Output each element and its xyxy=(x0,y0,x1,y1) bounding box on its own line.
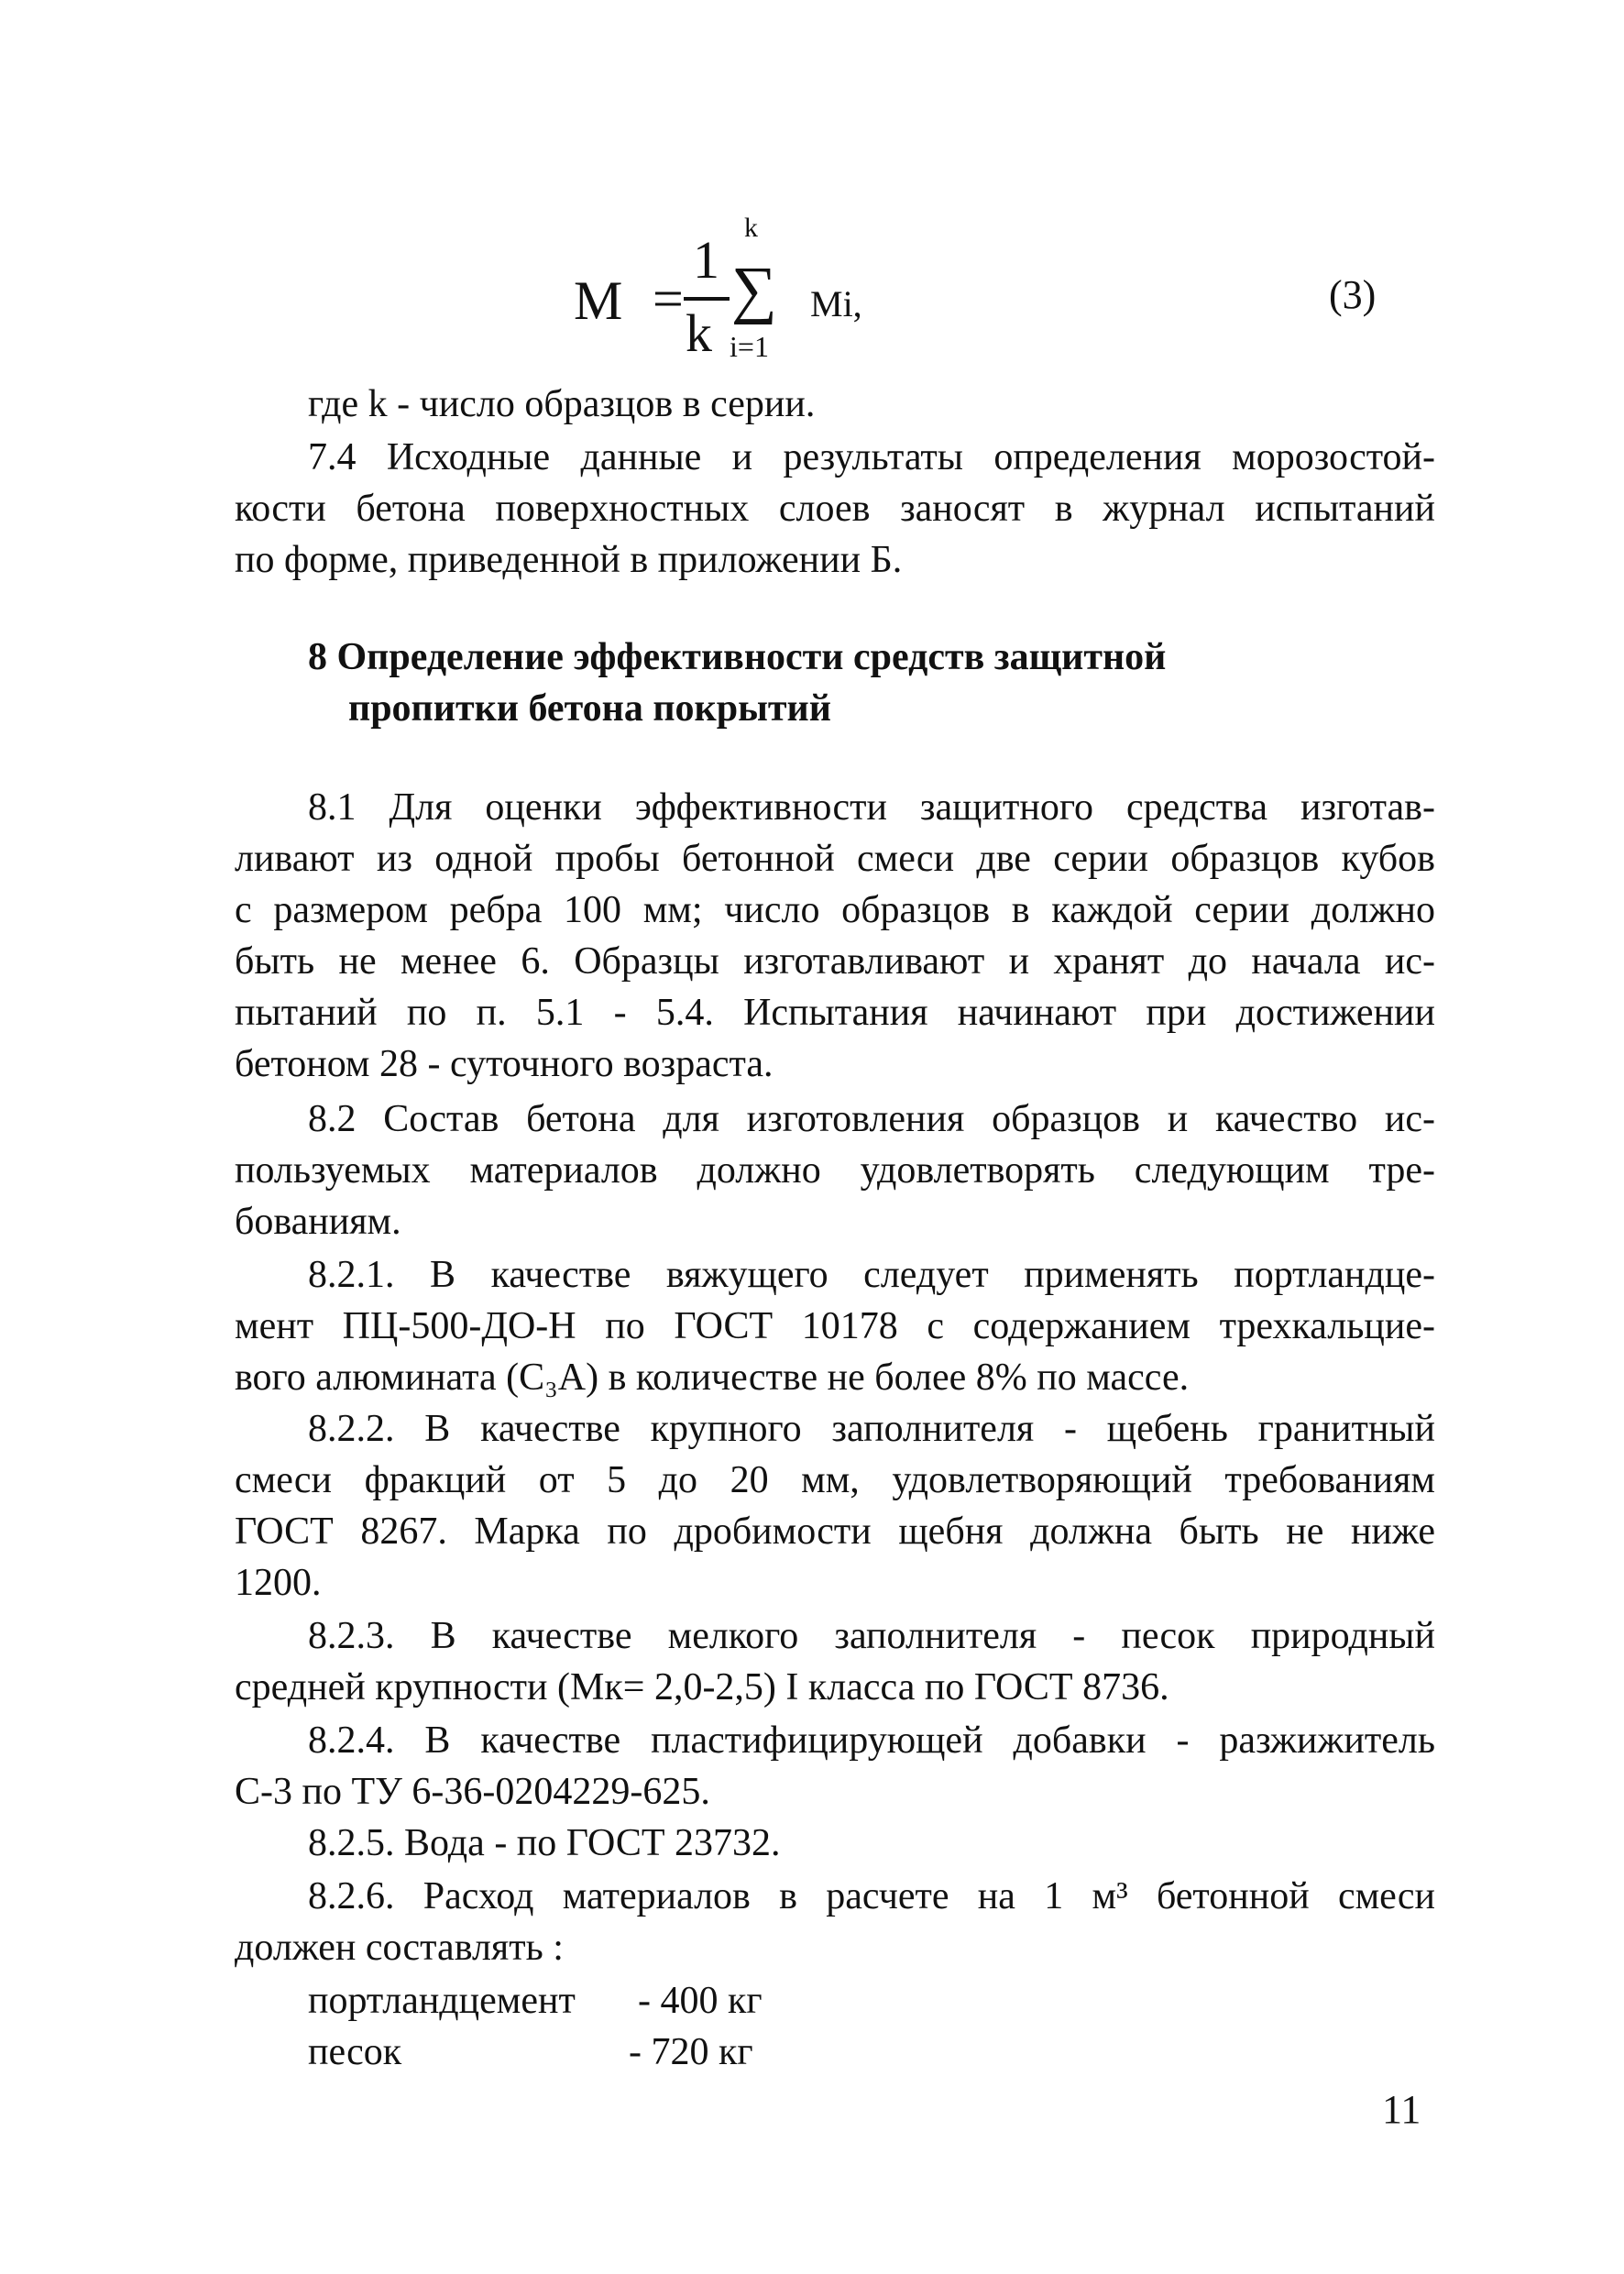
formula-lhs: M xyxy=(574,270,623,331)
formula-term: Mi, xyxy=(810,283,862,324)
material-name: песок xyxy=(308,2031,402,2073)
p7-4-line-1: 7.4 Исходные данные и результаты определения морозостой- xyxy=(308,436,1435,478)
p8-1-line-2: ливают из одной пробы бетонной смеси две серии образцов кубов xyxy=(235,838,1435,880)
p8-2-2-line-1: 8.2.2. В качестве крупного заполнителя - щебень гранитный xyxy=(308,1408,1435,1450)
p8-1-line-3: с размером ребра 100 мм; число образцов в каждой серии должно xyxy=(235,889,1435,931)
formula-sigma: ∑ xyxy=(731,255,777,325)
formula-sum-lower: i=1 xyxy=(730,330,769,363)
material-name: портландцемент xyxy=(308,1980,576,2022)
p8-2-2-line-3: ГОСТ 8267. Марка по дробимости щебня должна быть не ниже xyxy=(235,1511,1435,1553)
p7-4-line-3: по форме, приведенной в приложении Б. xyxy=(235,539,903,581)
formula-fraction-bar xyxy=(684,297,730,301)
p8-1-line-4: быть не менее 6. Образцы изготавливают и хранят до начала ис- xyxy=(235,940,1435,983)
p8-2-4-line-1: 8.2.4. В качестве пластифицирующей добавки - разжижитель xyxy=(308,1719,1435,1762)
p8-2-1-line-1: 8.2.1. В качестве вяжущего следует применять портландце- xyxy=(308,1254,1435,1296)
p8-1-line-5: пытаний по п. 5.1 - 5.4. Испытания начинают при достижении xyxy=(235,992,1435,1034)
p8-2-1-line-2: мент ПЦ-500-ДО-Н по ГОСТ 10178 с содержанием трехкальцие- xyxy=(235,1305,1435,1347)
material-amount: - 720 кг xyxy=(629,2031,753,2073)
p8-2-5: 8.2.5. Вода - по ГОСТ 23732. xyxy=(308,1822,781,1864)
formula-sum-upper: k xyxy=(744,213,758,243)
p8-2-3-line-2: средней крупности (Mк= 2,0-2,5) I класса по ГОСТ 8736. xyxy=(235,1666,1169,1708)
material-amount: - 400 кг xyxy=(638,1980,763,2022)
formula-numerator: 1 xyxy=(693,230,719,290)
p8-2-6-line-1: 8.2.6. Расход материалов в расчете на 1 м³ бетонной смеси xyxy=(308,1875,1435,1917)
p8-2-2-line-2: смеси фракций от 5 до 20 мм, удовлетворяющий требованиям xyxy=(235,1459,1435,1501)
p8-2-1-line-3: вого алюмината (C₃A) в количестве не более 8% по массе. xyxy=(235,1357,1190,1399)
p8-2-line-1: 8.2 Состав бетона для изготовления образцов и качество ис- xyxy=(308,1098,1435,1140)
p8-2-4-line-2: С-3 по ТУ 6-36-0204229-625. xyxy=(235,1771,710,1813)
p8-2-3-line-1: 8.2.3. В качестве мелкого заполнителя - песок природный xyxy=(308,1615,1435,1657)
p8-1-line-1: 8.1 Для оценки эффективности защитного средства изготав- xyxy=(308,786,1435,829)
where-line: где k - число образцов в серии. xyxy=(308,383,816,425)
formula-3 xyxy=(568,213,1210,387)
formula-equals: = xyxy=(653,269,684,329)
p8-2-6-line-2: должен составлять : xyxy=(235,1927,564,1969)
p8-1-line-6: бетоном 28 - суточного возраста. xyxy=(235,1043,774,1085)
p8-2-2-line-4: 1200. xyxy=(235,1562,322,1604)
section-8-heading-line-2: пропитки бетона покрытий xyxy=(348,687,831,730)
p8-2-line-2: пользуемых материалов должно удовлетворять следующим тре- xyxy=(235,1149,1435,1192)
p8-2-line-3: бованиям. xyxy=(235,1201,401,1243)
formula-denominator: k xyxy=(686,303,712,363)
p7-4-line-2: кости бетона поверхностных слоев заносят в журнал испытаний xyxy=(235,488,1435,530)
page-number: 11 xyxy=(1382,2087,1421,2132)
formula-number: (3) xyxy=(1329,272,1377,317)
section-8-heading-line-1: 8 Определение эффективности средств защитной xyxy=(308,636,1167,678)
